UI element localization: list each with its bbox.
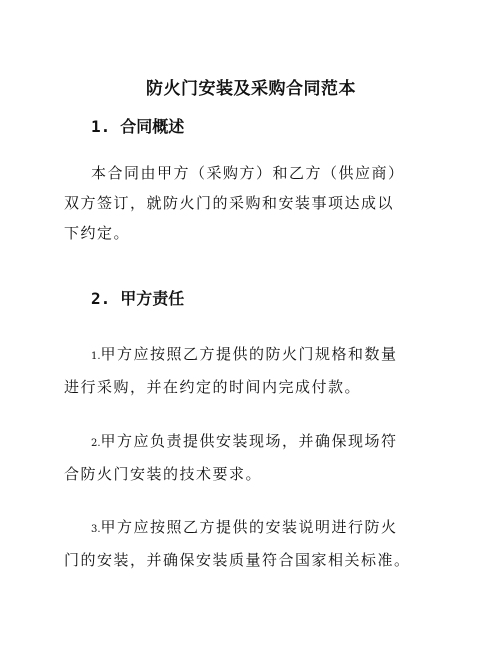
paragraph-line [64, 339, 464, 372]
document-title: 防火门安装及采购合同范本 [146, 79, 356, 99]
paragraph-line [64, 512, 464, 545]
paragraph-line: 门的安装，并确保安装质量符合国家相关标准。 [64, 551, 411, 569]
paragraph-line: 双方签订，就防火门的采购和安装事项达成以 [64, 194, 395, 212]
section-heading-party-a [91, 288, 184, 310]
section-heading-overview [91, 116, 184, 138]
section-title: 甲方责任 [120, 289, 185, 308]
paragraph-line [64, 426, 464, 459]
paragraph-line: 合防火门安装的技术要求。 [64, 465, 263, 483]
paragraph-line: 本合同由甲方（采购方）和乙方（供应商） [91, 164, 405, 182]
list-marker: 3. [91, 524, 101, 535]
list-item-text: 甲方应按照乙方提供的防火门规格和数量 [100, 345, 398, 363]
section-number: 1. [91, 117, 111, 136]
paragraph-line: 进行采购，并在约定的时间内完成付款。 [64, 378, 362, 396]
list-item-text: 甲方应负责提供安装现场，并确保现场符 [100, 432, 398, 450]
list-marker: 2. [91, 438, 101, 449]
section-title: 合同概述 [120, 117, 185, 136]
list-item-text: 甲方应按照乙方提供的安装说明进行防火 [100, 518, 398, 536]
paragraph-line: 下约定。 [64, 224, 131, 242]
list-item-party-a-1 [64, 339, 464, 402]
list-item-party-a-3 [64, 512, 464, 575]
paragraph-overview [64, 158, 464, 248]
list-marker: 1. [91, 351, 101, 362]
section-number: 2. [91, 289, 111, 308]
list-item-party-a-2 [64, 426, 464, 489]
